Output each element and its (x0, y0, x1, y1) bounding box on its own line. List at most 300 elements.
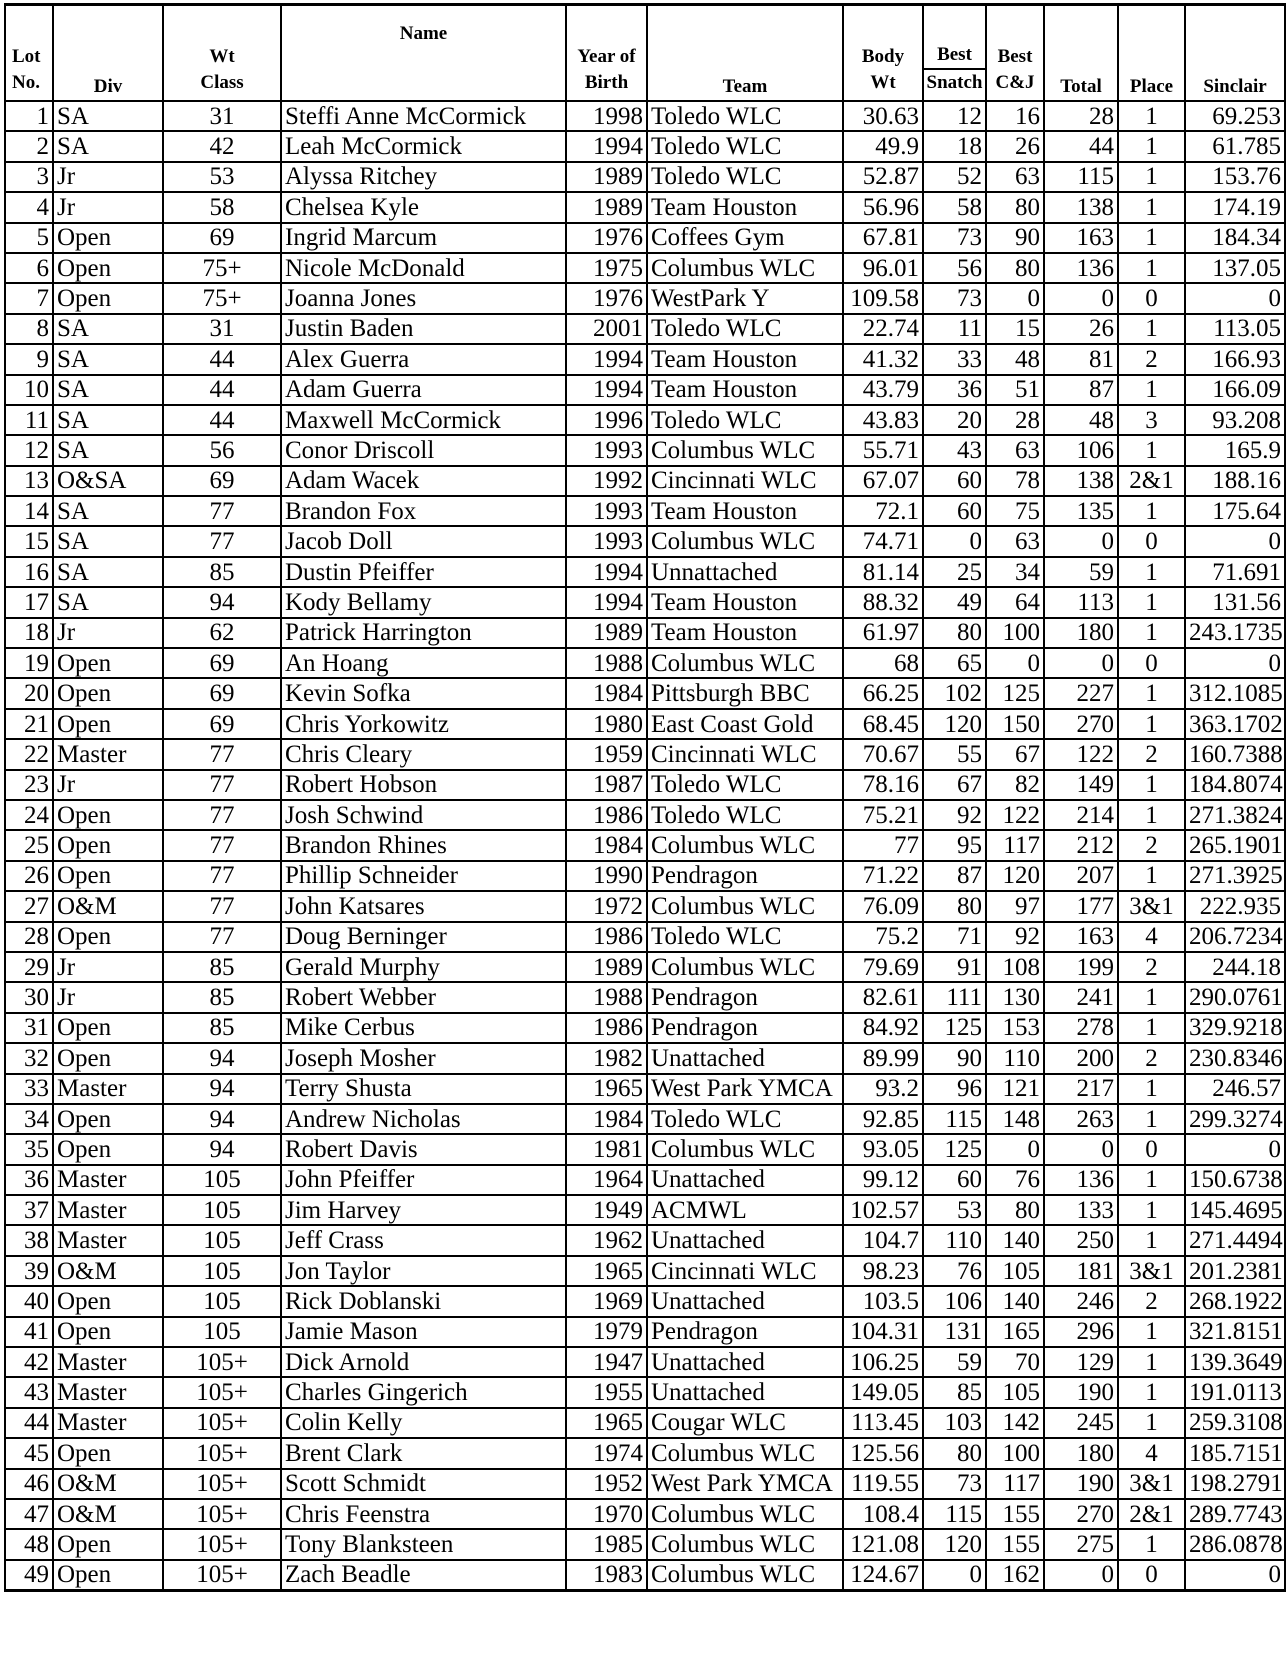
lot-cell: 12 (5, 435, 53, 465)
wt-class-cell: 31 (163, 314, 281, 344)
table-row (5, 830, 1285, 860)
name-cell: Tony Blanksteen (281, 1529, 566, 1559)
table-row (5, 1408, 1285, 1438)
body-wt-cell: 92.85 (843, 1104, 923, 1134)
lot-cell: 31 (5, 1013, 53, 1043)
table-row (5, 982, 1285, 1012)
place-cell: 1 (1118, 770, 1185, 800)
year-cell: 1993 (566, 496, 647, 526)
wt-class-cell: 94 (163, 1074, 281, 1104)
snatch-cell: 115 (923, 1499, 986, 1529)
year-cell: 1970 (566, 1499, 647, 1529)
div-cell: Master (53, 739, 163, 769)
total-cell: 163 (1044, 922, 1118, 952)
name-cell: Joanna Jones (281, 283, 566, 313)
place-cell: 3&1 (1118, 1256, 1185, 1286)
table-row (5, 1499, 1285, 1529)
body-wt-cell: 93.05 (843, 1134, 923, 1164)
total-cell: 0 (1044, 283, 1118, 313)
lot-cell: 33 (5, 1074, 53, 1104)
sinclair-cell: 243.1735 (1185, 618, 1285, 648)
wt-class-cell: 94 (163, 1043, 281, 1073)
snatch-cell: 115 (923, 1104, 986, 1134)
place-cell: 1 (1118, 1347, 1185, 1377)
lot-cell: 28 (5, 922, 53, 952)
sinclair-cell: 0 (1185, 526, 1285, 556)
cj-cell: 97 (986, 891, 1044, 921)
snatch-cell: 80 (923, 1438, 986, 1468)
table-row (5, 192, 1285, 222)
total-cell: 0 (1044, 1134, 1118, 1164)
total-cell: 59 (1044, 557, 1118, 587)
year-cell: 2001 (566, 314, 647, 344)
lot-cell: 36 (5, 1165, 53, 1195)
team-cell: Toledo WLC (647, 770, 843, 800)
year-cell: 1986 (566, 922, 647, 952)
cj-cell: 76 (986, 1165, 1044, 1195)
cj-cell: 148 (986, 1104, 1044, 1134)
snatch-cell: 103 (923, 1408, 986, 1438)
cj-cell: 153 (986, 1013, 1044, 1043)
sinclair-cell: 299.3274 (1185, 1104, 1285, 1134)
year-cell: 1982 (566, 1043, 647, 1073)
team-cell: WestPark Y (647, 283, 843, 313)
cj-cell: 15 (986, 314, 1044, 344)
cj-cell: 16 (986, 101, 1044, 131)
sinclair-cell: 0 (1185, 283, 1285, 313)
place-cell: 3&1 (1118, 1469, 1185, 1499)
snatch-cell: 73 (923, 1469, 986, 1499)
table-row (5, 1438, 1285, 1468)
total-cell: 44 (1044, 131, 1118, 161)
year-cell: 1988 (566, 648, 647, 678)
wt-class-cell: 77 (163, 800, 281, 830)
body-wt-cell: 68 (843, 648, 923, 678)
team-cell: Team Houston (647, 192, 843, 222)
table-row (5, 1347, 1285, 1377)
body-wt-cell: 124.67 (843, 1560, 923, 1591)
snatch-cell: 95 (923, 830, 986, 860)
sinclair-cell: 61.785 (1185, 131, 1285, 161)
cj-cell: 155 (986, 1499, 1044, 1529)
name-cell: Josh Schwind (281, 800, 566, 830)
place-cell: 1 (1118, 800, 1185, 830)
snatch-cell: 90 (923, 1043, 986, 1073)
wt-class-cell: 105 (163, 1195, 281, 1225)
cj-cell: 140 (986, 1225, 1044, 1255)
cj-cell: 117 (986, 1469, 1044, 1499)
lot-cell: 32 (5, 1043, 53, 1073)
body-wt-cell: 67.07 (843, 466, 923, 496)
cj-cell: 100 (986, 618, 1044, 648)
div-cell: SA (53, 101, 163, 131)
name-cell: Jeff Crass (281, 1225, 566, 1255)
lot-cell: 20 (5, 678, 53, 708)
wt-class-cell: 69 (163, 709, 281, 739)
team-cell: Team Houston (647, 344, 843, 374)
team-cell: Cincinnati WLC (647, 739, 843, 769)
div-cell: Master (53, 1195, 163, 1225)
snatch-cell: 53 (923, 1195, 986, 1225)
header-year-line1: Year of (577, 46, 636, 67)
year-cell: 1987 (566, 770, 647, 800)
wt-class-cell: 42 (163, 131, 281, 161)
sinclair-cell: 198.2791 (1185, 1469, 1285, 1499)
total-cell: 149 (1044, 770, 1118, 800)
place-cell: 2&1 (1118, 466, 1185, 496)
name-cell: Ingrid Marcum (281, 223, 566, 253)
sinclair-cell: 271.3925 (1185, 861, 1285, 891)
year-cell: 1965 (566, 1256, 647, 1286)
place-cell: 1 (1118, 1104, 1185, 1134)
sinclair-cell: 290.0761 (1185, 982, 1285, 1012)
snatch-cell: 36 (923, 375, 986, 405)
snatch-cell: 12 (923, 101, 986, 131)
place-cell: 2 (1118, 830, 1185, 860)
cj-cell: 122 (986, 800, 1044, 830)
wt-class-cell: 69 (163, 678, 281, 708)
body-wt-cell: 67.81 (843, 223, 923, 253)
sinclair-cell: 286.0878 (1185, 1529, 1285, 1559)
total-cell: 136 (1044, 1165, 1118, 1195)
wt-class-cell: 77 (163, 830, 281, 860)
total-cell: 263 (1044, 1104, 1118, 1134)
lot-cell: 41 (5, 1317, 53, 1347)
total-cell: 177 (1044, 891, 1118, 921)
name-cell: Brent Clark (281, 1438, 566, 1468)
snatch-cell: 43 (923, 435, 986, 465)
year-cell: 1984 (566, 678, 647, 708)
team-cell: Pendragon (647, 861, 843, 891)
place-cell: 1 (1118, 982, 1185, 1012)
cj-cell: 0 (986, 1134, 1044, 1164)
team-cell: Toledo WLC (647, 405, 843, 435)
lot-cell: 4 (5, 192, 53, 222)
table-row (5, 1013, 1285, 1043)
sinclair-cell: 184.34 (1185, 223, 1285, 253)
team-cell: Columbus WLC (647, 648, 843, 678)
total-cell: 181 (1044, 1256, 1118, 1286)
cj-cell: 82 (986, 770, 1044, 800)
header-total (1044, 5, 1118, 102)
sinclair-cell: 166.93 (1185, 344, 1285, 374)
div-cell: Open (53, 678, 163, 708)
lot-cell: 16 (5, 557, 53, 587)
cj-cell: 63 (986, 526, 1044, 556)
sinclair-cell: 175.64 (1185, 496, 1285, 526)
results-table (4, 3, 1286, 1592)
name-cell: Nicole McDonald (281, 253, 566, 283)
name-cell: Joseph Mosher (281, 1043, 566, 1073)
place-cell: 2 (1118, 739, 1185, 769)
body-wt-cell: 61.97 (843, 618, 923, 648)
table-row (5, 1469, 1285, 1499)
cj-cell: 67 (986, 739, 1044, 769)
snatch-cell: 55 (923, 739, 986, 769)
snatch-cell: 120 (923, 1529, 986, 1559)
div-cell: Open (53, 223, 163, 253)
div-cell: SA (53, 405, 163, 435)
cj-cell: 90 (986, 223, 1044, 253)
name-cell: Charles Gingerich (281, 1377, 566, 1407)
snatch-cell: 76 (923, 1256, 986, 1286)
name-cell: Colin Kelly (281, 1408, 566, 1438)
table-row (5, 587, 1285, 617)
snatch-cell: 80 (923, 891, 986, 921)
team-cell: Columbus WLC (647, 830, 843, 860)
header-best-cj (986, 5, 1044, 102)
name-cell: Justin Baden (281, 314, 566, 344)
wt-class-cell: 56 (163, 435, 281, 465)
year-cell: 1986 (566, 800, 647, 830)
table-row (5, 952, 1285, 982)
team-cell: West Park YMCA (647, 1074, 843, 1104)
wt-class-cell: 77 (163, 922, 281, 952)
sinclair-cell: 363.1702 (1185, 709, 1285, 739)
div-cell: SA (53, 587, 163, 617)
team-cell: Team Houston (647, 496, 843, 526)
wt-class-cell: 69 (163, 223, 281, 253)
table-row (5, 314, 1285, 344)
team-cell: Team Houston (647, 375, 843, 405)
sinclair-cell: 0 (1185, 1560, 1285, 1591)
wt-class-cell: 85 (163, 982, 281, 1012)
team-cell: Columbus WLC (647, 435, 843, 465)
table-row (5, 435, 1285, 465)
team-cell: Unattached (647, 1286, 843, 1316)
total-cell: 28 (1044, 101, 1118, 131)
lot-cell: 38 (5, 1225, 53, 1255)
total-cell: 0 (1044, 648, 1118, 678)
place-cell: 4 (1118, 922, 1185, 952)
sinclair-cell: 113.05 (1185, 314, 1285, 344)
cj-cell: 75 (986, 496, 1044, 526)
body-wt-cell: 22.74 (843, 314, 923, 344)
cj-cell: 165 (986, 1317, 1044, 1347)
total-cell: 106 (1044, 435, 1118, 465)
year-cell: 1994 (566, 131, 647, 161)
cj-cell: 70 (986, 1347, 1044, 1377)
year-cell: 1975 (566, 253, 647, 283)
table-row (5, 557, 1285, 587)
header-body-wt-line2: Wt (870, 72, 896, 93)
cj-cell: 63 (986, 162, 1044, 192)
div-cell: SA (53, 344, 163, 374)
total-cell: 138 (1044, 192, 1118, 222)
team-cell: Columbus WLC (647, 891, 843, 921)
wt-class-cell: 75+ (163, 253, 281, 283)
team-cell: Toledo WLC (647, 922, 843, 952)
lot-cell: 2 (5, 131, 53, 161)
header-total-label: Total (1060, 76, 1102, 97)
team-cell: Columbus WLC (647, 253, 843, 283)
table-row (5, 1256, 1285, 1286)
total-cell: 245 (1044, 1408, 1118, 1438)
body-wt-cell: 98.23 (843, 1256, 923, 1286)
team-cell: Toledo WLC (647, 1104, 843, 1134)
team-cell: Unattached (647, 1347, 843, 1377)
place-cell: 1 (1118, 1529, 1185, 1559)
snatch-cell: 111 (923, 982, 986, 1012)
year-cell: 1990 (566, 861, 647, 891)
cj-cell: 63 (986, 435, 1044, 465)
lot-cell: 18 (5, 618, 53, 648)
total-cell: 207 (1044, 861, 1118, 891)
total-cell: 135 (1044, 496, 1118, 526)
lot-cell: 30 (5, 982, 53, 1012)
snatch-cell: 56 (923, 253, 986, 283)
cj-cell: 48 (986, 344, 1044, 374)
wt-class-cell: 105+ (163, 1377, 281, 1407)
snatch-cell: 20 (923, 405, 986, 435)
header-wt-class-line1: Wt (209, 46, 235, 67)
place-cell: 0 (1118, 648, 1185, 678)
header-wt-class (163, 5, 281, 102)
div-cell: Open (53, 800, 163, 830)
name-cell: Leah McCormick (281, 131, 566, 161)
div-cell: Jr (53, 952, 163, 982)
wt-class-cell: 105+ (163, 1499, 281, 1529)
wt-class-cell: 85 (163, 1013, 281, 1043)
body-wt-cell: 75.2 (843, 922, 923, 952)
year-cell: 1993 (566, 435, 647, 465)
total-cell: 48 (1044, 405, 1118, 435)
body-wt-cell: 121.08 (843, 1529, 923, 1559)
team-cell: Cincinnati WLC (647, 466, 843, 496)
body-wt-cell: 79.69 (843, 952, 923, 982)
sinclair-cell: 185.7151 (1185, 1438, 1285, 1468)
place-cell: 1 (1118, 192, 1185, 222)
year-cell: 1996 (566, 405, 647, 435)
year-cell: 1965 (566, 1074, 647, 1104)
header-place (1118, 5, 1185, 102)
snatch-cell: 102 (923, 678, 986, 708)
wt-class-cell: 58 (163, 192, 281, 222)
div-cell: Jr (53, 618, 163, 648)
body-wt-cell: 113.45 (843, 1408, 923, 1438)
snatch-cell: 65 (923, 648, 986, 678)
div-cell: Open (53, 861, 163, 891)
cj-cell: 142 (986, 1408, 1044, 1438)
team-cell: Unattached (647, 1225, 843, 1255)
body-wt-cell: 99.12 (843, 1165, 923, 1195)
wt-class-cell: 77 (163, 891, 281, 921)
body-wt-cell: 103.5 (843, 1286, 923, 1316)
total-cell: 190 (1044, 1469, 1118, 1499)
place-cell: 1 (1118, 1377, 1185, 1407)
snatch-cell: 52 (923, 162, 986, 192)
team-cell: Team Houston (647, 587, 843, 617)
body-wt-cell: 109.58 (843, 283, 923, 313)
table-body (5, 101, 1285, 1591)
wt-class-cell: 62 (163, 618, 281, 648)
sinclair-cell: 244.18 (1185, 952, 1285, 982)
table-row (5, 253, 1285, 283)
name-cell: Patrick Harrington (281, 618, 566, 648)
place-cell: 1 (1118, 587, 1185, 617)
div-cell: Open (53, 1043, 163, 1073)
year-cell: 1952 (566, 1469, 647, 1499)
body-wt-cell: 71.22 (843, 861, 923, 891)
lot-cell: 7 (5, 283, 53, 313)
wt-class-cell: 105+ (163, 1408, 281, 1438)
sinclair-cell: 222.935 (1185, 891, 1285, 921)
div-cell: O&M (53, 1469, 163, 1499)
name-cell: Brandon Rhines (281, 830, 566, 860)
year-cell: 1959 (566, 739, 647, 769)
total-cell: 115 (1044, 162, 1118, 192)
sinclair-cell: 191.0113 (1185, 1377, 1285, 1407)
year-cell: 1974 (566, 1438, 647, 1468)
body-wt-cell: 82.61 (843, 982, 923, 1012)
table-row (5, 496, 1285, 526)
snatch-cell: 71 (923, 922, 986, 952)
year-cell: 1984 (566, 1104, 647, 1134)
place-cell: 1 (1118, 101, 1185, 131)
place-cell: 1 (1118, 223, 1185, 253)
table-row (5, 375, 1285, 405)
cj-cell: 26 (986, 131, 1044, 161)
snatch-cell: 106 (923, 1286, 986, 1316)
total-cell: 250 (1044, 1225, 1118, 1255)
div-cell: Master (53, 1408, 163, 1438)
place-cell: 3 (1118, 405, 1185, 435)
snatch-cell: 125 (923, 1134, 986, 1164)
sinclair-cell: 150.6738 (1185, 1165, 1285, 1195)
wt-class-cell: 105 (163, 1165, 281, 1195)
table-row (5, 131, 1285, 161)
total-cell: 136 (1044, 253, 1118, 283)
year-cell: 1985 (566, 1529, 647, 1559)
year-cell: 1969 (566, 1286, 647, 1316)
div-cell: Master (53, 1165, 163, 1195)
header-row (5, 5, 1285, 102)
place-cell: 1 (1118, 375, 1185, 405)
snatch-cell: 0 (923, 526, 986, 556)
place-cell: 0 (1118, 283, 1185, 313)
team-cell: Cougar WLC (647, 1408, 843, 1438)
sinclair-cell: 271.3824 (1185, 800, 1285, 830)
year-cell: 1972 (566, 891, 647, 921)
body-wt-cell: 41.32 (843, 344, 923, 374)
cj-cell: 121 (986, 1074, 1044, 1104)
table-row (5, 1286, 1285, 1316)
sinclair-cell: 137.05 (1185, 253, 1285, 283)
snatch-cell: 91 (923, 952, 986, 982)
div-cell: O&M (53, 1256, 163, 1286)
body-wt-cell: 78.16 (843, 770, 923, 800)
snatch-cell: 92 (923, 800, 986, 830)
table-header (5, 5, 1285, 102)
year-cell: 1962 (566, 1225, 647, 1255)
name-cell: Alyssa Ritchey (281, 162, 566, 192)
table-row (5, 861, 1285, 891)
body-wt-cell: 96.01 (843, 253, 923, 283)
cj-cell: 80 (986, 192, 1044, 222)
place-cell: 1 (1118, 314, 1185, 344)
header-year-line2: Birth (584, 72, 629, 93)
place-cell: 1 (1118, 1225, 1185, 1255)
table-row (5, 891, 1285, 921)
place-cell: 1 (1118, 678, 1185, 708)
name-cell: Robert Webber (281, 982, 566, 1012)
table-row (5, 1165, 1285, 1195)
wt-class-cell: 69 (163, 466, 281, 496)
name-cell: Rick Doblanski (281, 1286, 566, 1316)
lot-cell: 46 (5, 1469, 53, 1499)
table-row (5, 223, 1285, 253)
body-wt-cell: 84.92 (843, 1013, 923, 1043)
